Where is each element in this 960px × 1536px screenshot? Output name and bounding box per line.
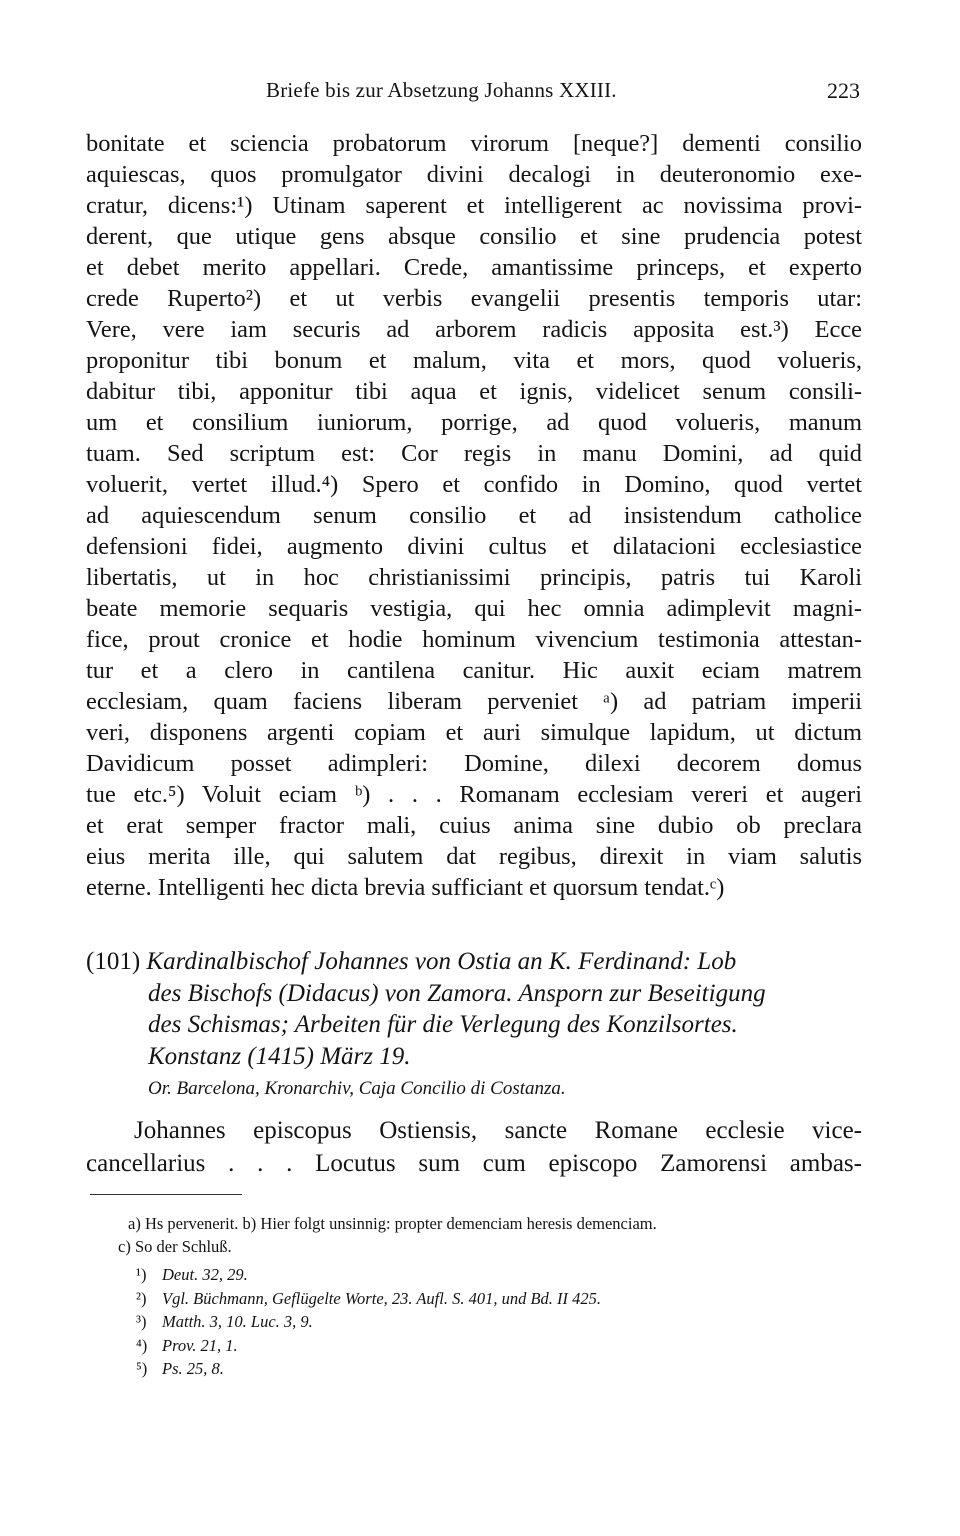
footnote bbox=[136, 1357, 601, 1381]
text-line: um et consilium iuniorum, porrige, ad quod volueris, manum bbox=[86, 409, 862, 436]
page-header bbox=[86, 78, 860, 114]
critical-apparatus bbox=[118, 1212, 657, 1258]
heading-line bbox=[86, 946, 862, 978]
heading-line: des Schismas; Arbeiten für die Verlegung des Konzilsortes. bbox=[148, 1011, 738, 1038]
text-line: aquiescas, quos promulgator divini decalogi in deuteronomio exe- bbox=[86, 161, 862, 188]
footnote-text: Matth. 3, 10. Luc. 3, 9. bbox=[162, 1312, 313, 1331]
text-line: et debet merito appellari. Crede, amantissime princeps, et experto bbox=[86, 254, 862, 281]
text-line: et erat semper fractor mali, cuius anima sine dubio ob preclara bbox=[86, 812, 862, 839]
heading-line: Konstanz (1415) März 19. bbox=[148, 1042, 411, 1070]
heading-text: Kardinalbischof Johannes von Ostia an K. Ferdinand: Lob bbox=[146, 948, 737, 975]
text-line: Davidicum posset adimpleri: Domine, dilexi decorem domus bbox=[86, 750, 862, 777]
footnote-mark: ³) bbox=[136, 1312, 147, 1331]
critical-note: a) Hs pervenerit. b) Hier folgt unsinnig: propter demenciam heresis demenciam. bbox=[128, 1214, 657, 1233]
text-line: tur et a clero in cantilena canitur. Hic auxit eciam matrem bbox=[86, 657, 862, 684]
text-line: Vere, vere iam securis ad arborem radicis apposita est.³) Ecce bbox=[86, 316, 862, 343]
text-line: proponitur tibi bonum et malum, vita et mors, quod volueris, bbox=[86, 347, 862, 374]
text-line: crede Ruperto²) et ut verbis evangelii presentis temporis utar: bbox=[86, 285, 862, 312]
source-citation: Or. Barcelona, Kronarchiv, Caja Concilio di Costanza. bbox=[148, 1078, 566, 1099]
text-line: derent, que utique gens absque consilio et sine prudencia potest bbox=[86, 223, 862, 250]
footnote-mark: ¹) bbox=[136, 1265, 147, 1284]
footnote-mark: ²) bbox=[136, 1288, 147, 1308]
footnote bbox=[136, 1310, 601, 1334]
text-line: dabitur tibi, apponitur tibi aqua et ignis, videlicet senum consili- bbox=[86, 378, 862, 405]
text-line: eius merita ille, qui salutem dat regibus, direxit in viam salutis bbox=[86, 843, 862, 870]
text-line: tue etc.⁵) Voluit eciam ᵇ) . . . Romanam ecclesiam vereri et augeri bbox=[86, 781, 862, 808]
footnote-divider bbox=[90, 1194, 242, 1195]
footnote bbox=[136, 1287, 601, 1311]
text-line: beate memorie sequaris vestigia, qui hec omnia adimplevit magni- bbox=[86, 595, 862, 622]
text-line: cratur, dicens:¹) Utinam saperent et intelligerent ac novissima provi- bbox=[86, 192, 862, 219]
footnote-text: Vgl. Büchmann, Geflügelte Worte, 23. Aufl. S. 401, und Bd. II 425. bbox=[162, 1288, 602, 1308]
text-line: eterne. Intelligenti hec dicta brevia sufficiant et quorsum tendat.ᶜ) bbox=[86, 874, 725, 901]
footnote-text: Prov. 21, 1. bbox=[162, 1335, 238, 1355]
document-text bbox=[86, 1114, 862, 1180]
text-line: bonitate et sciencia probatorum virorum [neque?] dementi consilio bbox=[86, 130, 862, 157]
footnote bbox=[136, 1334, 601, 1358]
letter-continuation-text bbox=[86, 128, 862, 903]
text-line: voluerit, vertet illud.⁴) Spero et confido in Domino, quod vertet bbox=[86, 471, 862, 498]
text-line: libertatis, ut in hoc christianissimi principis, patris tui Karoli bbox=[86, 564, 862, 591]
footnote-text: Ps. 25, 8. bbox=[162, 1359, 224, 1378]
document-heading bbox=[86, 946, 862, 1072]
text-line: ad aquiescendum senum consilio et ad insistendum catholice bbox=[86, 502, 862, 529]
footnote-text: Deut. 32, 29. bbox=[162, 1265, 248, 1284]
text-line: Johannes episcopus Ostiensis, sancte Romane ecclesie vice- bbox=[134, 1117, 862, 1144]
critical-note: c) So der Schluß. bbox=[118, 1237, 232, 1256]
text-line: tuam. Sed scriptum est: Cor regis in manu Domini, ad quid bbox=[86, 440, 862, 467]
running-title: Briefe bis zur Absetzung Johanns XXIII. bbox=[266, 78, 617, 102]
page-number: 223 bbox=[827, 78, 860, 103]
footnote bbox=[136, 1263, 601, 1287]
text-line: ecclesiam, quam faciens liberam perveniet ᵃ) ad patriam imperii bbox=[86, 688, 862, 715]
text-line: fice, prout cronice et hodie hominum vivencium testimonia attestan- bbox=[86, 626, 862, 653]
document-number: (101) bbox=[86, 948, 141, 975]
text-line: defensioni fidei, augmento divini cultus et dilatacioni ecclesiastice bbox=[86, 533, 862, 560]
footnote-mark: ⁵) bbox=[136, 1359, 148, 1378]
text-line: cancellarius . . . Locutus sum cum episcopo Zamorensi ambas- bbox=[86, 1150, 862, 1177]
text-line: veri, disponens argenti copiam et auri simulque lapidum, ut dictum bbox=[86, 719, 862, 746]
footnote-mark: ⁴) bbox=[136, 1335, 148, 1355]
heading-line: des Bischofs (Didacus) von Zamora. Ansporn zur Beseitigung bbox=[148, 979, 766, 1007]
footnotes bbox=[136, 1263, 601, 1381]
